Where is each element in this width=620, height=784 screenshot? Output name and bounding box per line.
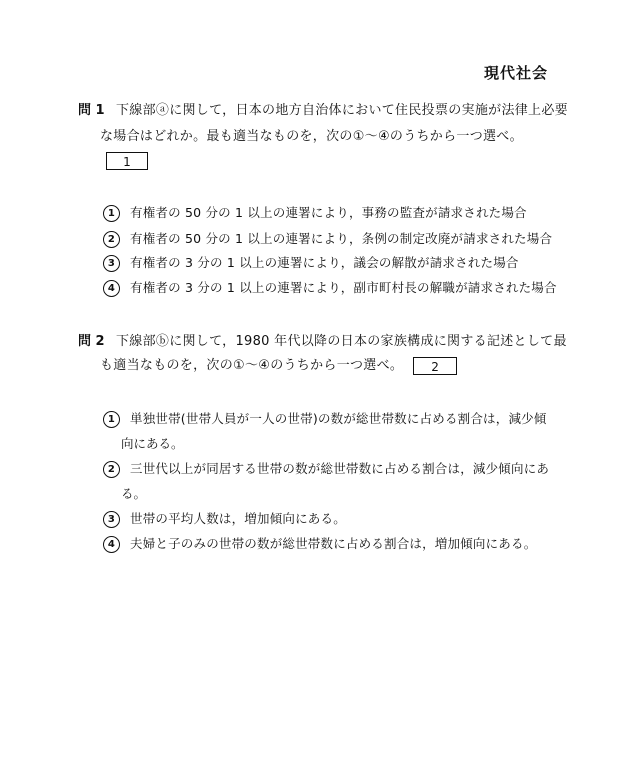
question-2-option-1-cont: 向にある。 bbox=[121, 436, 184, 451]
answer-box-2[interactable]: 2 bbox=[413, 357, 457, 375]
question-2-option-2-cont: る。 bbox=[121, 486, 147, 501]
option-number-circle: 1 bbox=[103, 411, 120, 428]
option-number-circle: 1 bbox=[103, 205, 120, 222]
answer-box-1[interactable]: 1 bbox=[106, 152, 148, 170]
question-2-option-1[interactable] bbox=[103, 409, 547, 428]
question-1-label: 問 1 bbox=[78, 103, 105, 118]
question-1-option-4[interactable] bbox=[103, 278, 557, 297]
question-1-option-1[interactable] bbox=[103, 203, 527, 222]
option-text: 世帯の平均人数は，増加傾向にある。 bbox=[130, 511, 346, 526]
option-text: 有権者の 3 分の 1 以上の連署により，副市町村長の解職が請求された場合 bbox=[130, 280, 557, 295]
option-number-circle: 2 bbox=[103, 231, 120, 248]
option-text: 有権者の 50 分の 1 以上の連署により，条例の制定改廃が請求された場合 bbox=[130, 231, 553, 246]
option-text: 有権者の 3 分の 1 以上の連署により，議会の解散が請求された場合 bbox=[130, 255, 519, 270]
option-text: 単独世帯(世帯人員が一人の世帯)の数が総世帯数に占める割合は，減少傾 bbox=[130, 411, 547, 426]
question-2-label: 問 2 bbox=[78, 334, 105, 349]
question-2-text-line2-row bbox=[100, 354, 457, 375]
option-text: 夫婦と子のみの世帯の数が総世帯数に占める割合は，増加傾向にある。 bbox=[130, 536, 537, 551]
question-2-option-2[interactable] bbox=[103, 459, 549, 478]
option-text: 有権者の 50 分の 1 以上の連署により，事務の監査が請求された場合 bbox=[130, 205, 527, 220]
question-2-option-4[interactable] bbox=[103, 534, 536, 553]
subject-title: 現代社会 bbox=[483, 64, 548, 82]
question-1-option-3[interactable] bbox=[103, 253, 519, 272]
option-number-circle: 2 bbox=[103, 461, 120, 478]
option-number-circle: 3 bbox=[103, 255, 120, 272]
question-1-text-line2: な場合はどれか。最も適当なものを，次の①～④のうちから一つ選べ。 bbox=[100, 129, 523, 144]
question-1-option-2[interactable] bbox=[103, 229, 552, 248]
option-number-circle: 4 bbox=[103, 536, 120, 553]
option-number-circle: 4 bbox=[103, 280, 120, 297]
question-1-text-line1: 下線部ⓐに関して，日本の地方自治体において住民投票の実施が法律上必要 bbox=[116, 103, 568, 118]
question-2-text-line2: も適当なものを，次の①～④のうちから一つ選べ。 bbox=[100, 358, 404, 373]
option-text: 三世代以上が同居する世帯の数が総世帯数に占める割合は，減少傾向にあ bbox=[130, 461, 550, 476]
question-2-option-3[interactable] bbox=[103, 509, 346, 528]
question-2-text-line1: 下線部ⓑに関して，1980 年代以降の日本の家族構成に関する記述として最 bbox=[116, 334, 567, 349]
option-number-circle: 3 bbox=[103, 511, 120, 528]
